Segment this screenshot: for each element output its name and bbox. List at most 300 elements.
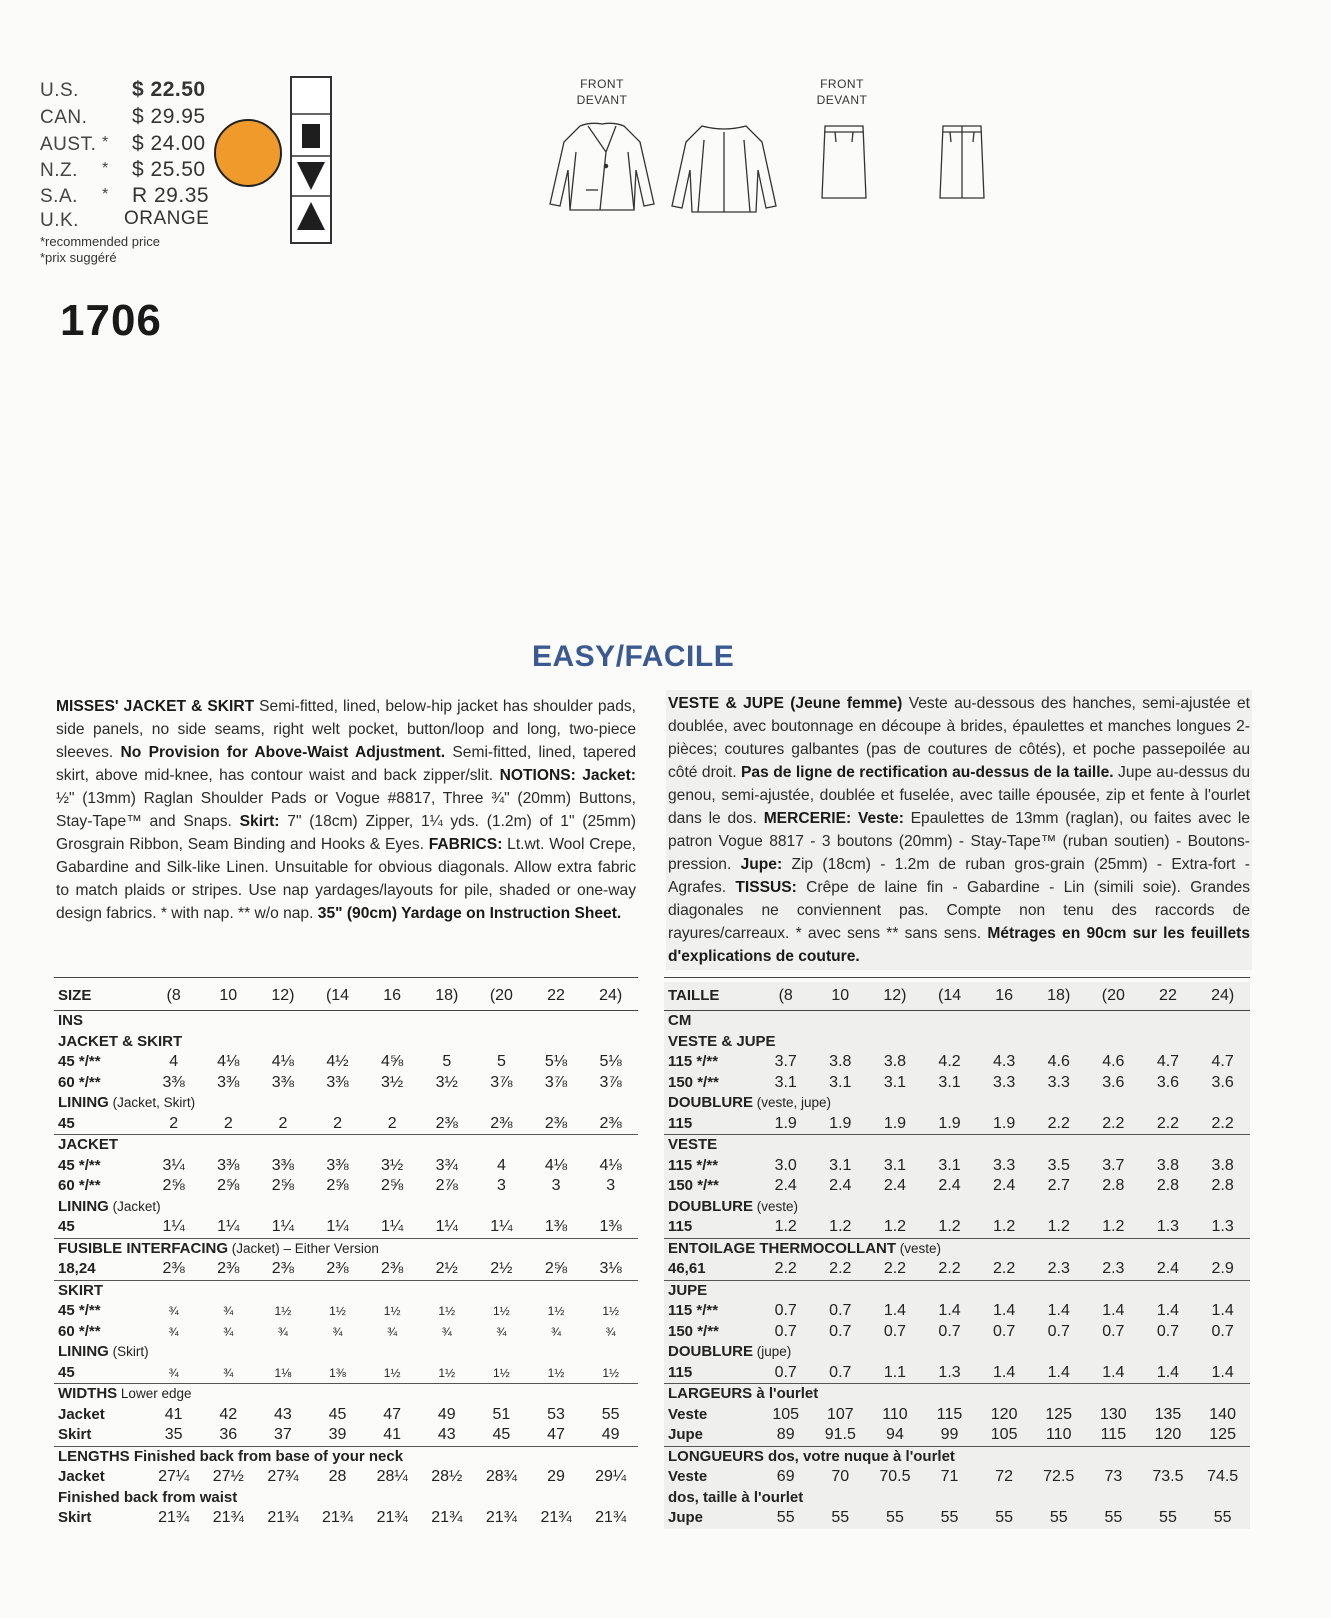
- section-heading-row: [54, 1011, 638, 1032]
- table-cell: 3.1: [883, 1156, 907, 1174]
- table-cell: 2: [278, 1114, 288, 1132]
- table-row: [664, 1425, 1250, 1446]
- table-cell: 28¼: [376, 1468, 408, 1485]
- table-cell: 2½: [435, 1260, 458, 1277]
- row-label: 115: [668, 1363, 693, 1381]
- table-cell: 1.4: [1047, 1302, 1070, 1319]
- table-cell: 21¾: [540, 1509, 572, 1526]
- section-heading: [664, 1488, 1250, 1509]
- table-cell: 27¾: [267, 1468, 299, 1485]
- table-cell: 2.2: [938, 1260, 961, 1277]
- table-cell: ¾: [277, 1324, 288, 1339]
- table-row: [54, 1425, 638, 1446]
- table-cell: 21¾: [321, 1509, 354, 1526]
- table-cell: 105: [772, 1405, 800, 1423]
- table-cell: 1¼: [326, 1218, 349, 1235]
- section-heading-row: [664, 1135, 1250, 1156]
- table-cell: 55: [776, 1509, 795, 1526]
- section-heading-label: CM: [668, 1012, 692, 1029]
- table-cell: 3.7: [1102, 1156, 1125, 1174]
- table-cell: 3: [496, 1177, 506, 1194]
- section-heading: [664, 1032, 1250, 1053]
- price-label-us: U.S.: [40, 80, 79, 101]
- section-heading: [664, 1280, 1250, 1301]
- table-cell: 1.4: [992, 1363, 1016, 1381]
- table-cell: 2.3: [1102, 1260, 1125, 1277]
- table-cell: 72: [995, 1468, 1014, 1485]
- table-cell: 0.7: [1047, 1322, 1070, 1340]
- table-cell: 2: [387, 1114, 397, 1132]
- table-cell: 1¼: [271, 1218, 295, 1235]
- jacket-view-label: [570, 76, 634, 108]
- table-cell: 3⅜: [162, 1073, 185, 1091]
- table-cell: 2.4: [938, 1177, 961, 1194]
- row-label: 150 */**: [668, 1177, 719, 1194]
- skirt-back-sketch: [940, 126, 984, 198]
- table-cell: 1¼: [381, 1218, 404, 1235]
- desc-en-bold5: 35" (90cm) Yardage on Instruction Sheet.: [317, 905, 622, 922]
- table-cell: 69: [776, 1468, 795, 1485]
- description-english: [56, 695, 636, 925]
- table-cell: 21¾: [595, 1509, 627, 1526]
- table-cell: 115: [1100, 1426, 1127, 1443]
- table-cell: 3.6: [1211, 1073, 1234, 1091]
- table-cell: ¾: [605, 1324, 616, 1339]
- table-cell: 2⅜: [435, 1114, 458, 1132]
- table-cell: 2⅜: [326, 1260, 349, 1277]
- table-cell: 3.8: [1156, 1156, 1180, 1174]
- skirt-view-label: [810, 76, 874, 108]
- prix-suggere-note: *prix suggéré: [40, 250, 117, 265]
- table-cell: 2.2: [1102, 1114, 1125, 1132]
- table-cell: 0.7: [829, 1302, 852, 1319]
- table-cell: 70.5: [879, 1468, 911, 1485]
- desc-en-bold1: No Provision for Above-Waist Adjustment.: [120, 744, 446, 761]
- table-cell: 21¾: [485, 1509, 517, 1526]
- table-cell: 2⅜: [490, 1114, 513, 1132]
- section-heading: [664, 1135, 1250, 1156]
- table-cell: 2⅝: [326, 1177, 349, 1194]
- table-cell: 1.4: [1211, 1302, 1234, 1319]
- table-cell: 130: [1099, 1405, 1127, 1423]
- table-cell: 105: [990, 1426, 1018, 1443]
- easy-facile-label: EASY/FACILE: [532, 640, 735, 673]
- table-cell: 4.7: [1211, 1053, 1234, 1070]
- section-heading-label: DOUBLURE: [668, 1197, 753, 1215]
- desc-en-bold4: FABRICS:: [428, 836, 503, 853]
- row-label: 60 */**: [58, 1322, 101, 1340]
- table-cell: 3.6: [1156, 1073, 1180, 1091]
- table-cell: 3¾: [435, 1156, 458, 1174]
- table-cell: 3¼: [162, 1156, 185, 1174]
- table-cell: 1.2: [992, 1218, 1016, 1235]
- desc-fr-text2: Jupe au-dessus du genou, semi-ajustée, doublée et fuselée, avec taille épousée, zip et fente à l'ourlet dans le dos.: [668, 764, 1250, 827]
- table-cell: 2⅝: [162, 1177, 185, 1194]
- section-heading-row: [664, 1238, 1250, 1259]
- table-cell: 2.2: [1156, 1114, 1180, 1132]
- table-cell: 1½: [383, 1304, 401, 1318]
- table-cell: 1⅜: [599, 1218, 622, 1235]
- table-cell: 2⅝: [217, 1177, 240, 1194]
- section-heading-label: DOUBLURE: [668, 1094, 753, 1111]
- table-cell: 70: [831, 1468, 850, 1485]
- table-cell: 21¾: [376, 1509, 408, 1526]
- section-heading-row: [664, 1384, 1250, 1405]
- table-cell: 0.7: [774, 1363, 797, 1381]
- row-label: 150 */**: [668, 1322, 719, 1340]
- desc-fr-bold5: Métrages en 90cm sur les feuillets d'explications de couture.: [668, 925, 1250, 965]
- table-cell: 1¼: [217, 1218, 240, 1235]
- table-row: [664, 1217, 1250, 1238]
- table-cell: 1½: [547, 1304, 565, 1318]
- price-value-aust: $ 24.00: [132, 132, 206, 155]
- desc-en-text1: Semi-fitted, lined, below-hip jacket has shoulder pads, side panels, no side seams, right welt pocket, button/loop and long, two-piece sleeves.: [56, 698, 636, 761]
- table-cell: 1.4: [992, 1302, 1016, 1319]
- table-cell: 55: [940, 1509, 959, 1526]
- price-value-uk: ORANGE: [124, 208, 210, 229]
- table-cell: 91.5: [824, 1426, 856, 1443]
- table-cell: 2.2: [1047, 1114, 1070, 1132]
- size-header-row: [54, 982, 638, 1011]
- table-row: [54, 1176, 638, 1197]
- table-cell: ¾: [223, 1304, 234, 1318]
- table-cell: 2⅜: [217, 1260, 240, 1277]
- table-cell: 3.5: [1047, 1156, 1070, 1174]
- table-cell: 125: [1209, 1426, 1236, 1443]
- desc-fr-title: VESTE & JUPE (Jeune femme): [668, 695, 903, 712]
- english-table-top-rule: [54, 977, 638, 978]
- desc-fr-bold4: TISSUS:: [735, 879, 797, 896]
- section-heading-row: [54, 1446, 638, 1467]
- section-heading-note: (Jacket) – Either Version: [228, 1240, 379, 1256]
- table-cell: 135: [1154, 1405, 1182, 1423]
- section-heading-row: [54, 1197, 638, 1218]
- table-row: [54, 1508, 638, 1529]
- section-heading: [54, 1032, 638, 1053]
- table-cell: ¾: [223, 1324, 234, 1339]
- table-cell: 3⅞: [544, 1073, 568, 1091]
- table-cell: 0.7: [883, 1322, 907, 1340]
- table-cell: 3.1: [938, 1156, 961, 1174]
- row-label: Jupe: [668, 1509, 704, 1526]
- table-cell: 1.1: [883, 1363, 907, 1381]
- section-heading: [664, 1342, 1250, 1363]
- table-cell: 4.6: [1047, 1053, 1070, 1070]
- size-header-cell: (14: [310, 982, 365, 1011]
- price-value-can: $ 29.95: [132, 105, 206, 128]
- row-label: Jupe: [668, 1426, 704, 1443]
- table-cell: 43: [273, 1405, 292, 1423]
- table-cell: 0.7: [1211, 1322, 1234, 1340]
- section-heading-row: [54, 1384, 638, 1405]
- table-cell: ¾: [441, 1324, 452, 1339]
- french-table-top-rule: [664, 977, 1250, 978]
- table-cell: ¾: [168, 1324, 179, 1339]
- section-heading-row: [664, 1093, 1250, 1114]
- size-header-cell: 10: [813, 982, 868, 1011]
- section-heading: [54, 1238, 638, 1259]
- table-cell: 1½: [274, 1304, 292, 1318]
- section-heading-label: ENTOILAGE THERMOCOLLANT: [668, 1239, 897, 1257]
- table-cell: 3.8: [1211, 1156, 1234, 1174]
- table-cell: 2.2: [883, 1260, 907, 1277]
- section-heading-label: VESTE & JUPE: [668, 1032, 776, 1050]
- table-cell: 110: [882, 1405, 908, 1423]
- table-cell: 0.7: [1102, 1322, 1125, 1340]
- desc-en-bold3: Skirt:: [239, 813, 280, 830]
- table-cell: ¾: [496, 1324, 507, 1339]
- table-cell: 3.3: [992, 1073, 1016, 1091]
- price-label-uk: U.K.: [40, 210, 79, 231]
- table-row: [54, 1259, 638, 1280]
- table-cell: ¾: [223, 1365, 234, 1380]
- table-cell: 41: [164, 1405, 183, 1423]
- table-cell: 73.5: [1152, 1468, 1184, 1485]
- table-row: [54, 1405, 638, 1426]
- table-cell: 1¼: [162, 1218, 185, 1235]
- section-heading: [664, 1446, 1250, 1467]
- table-row: [664, 1508, 1250, 1529]
- table-row: [664, 1363, 1250, 1384]
- section-heading: [664, 1384, 1250, 1405]
- table-cell: ¾: [387, 1324, 398, 1339]
- desc-fr-bold3: Jupe:: [740, 856, 783, 873]
- table-cell: 1½: [547, 1365, 565, 1380]
- section-heading-note: Lower edge: [117, 1386, 192, 1401]
- skirt-view-label-line2: DEVANT: [816, 93, 868, 107]
- table-cell: 53: [547, 1405, 565, 1423]
- desc-en-bold2: NOTIONS: Jacket:: [499, 767, 636, 784]
- section-heading-label: WIDTHS: [58, 1385, 118, 1402]
- table-cell: 28½: [431, 1468, 463, 1485]
- table-row: [664, 1405, 1250, 1426]
- table-cell: 1.9: [938, 1114, 961, 1132]
- section-heading-note: (veste): [896, 1240, 942, 1256]
- desc-en-text5: Lt.wt. Wool Crepe, Gabardine and Silk-like Linen. Unsuitable for obvious diagonals. Allow extra fabric to match plaids or stripes. Use nap yardages/layouts for pile, shaded or one-way design fabrics. * with nap. ** w/o nap.: [56, 836, 637, 922]
- section-heading-row: [664, 1280, 1250, 1301]
- garment-sketches: [540, 112, 1000, 222]
- description-french: [666, 690, 1252, 970]
- table-cell: 29¼: [595, 1468, 627, 1485]
- section-heading-label: LINING: [58, 1197, 109, 1215]
- section-heading-note: (Jacket, Skirt): [108, 1095, 196, 1110]
- size-header-cell: 22: [1141, 982, 1196, 1011]
- table-cell: 3.1: [774, 1073, 797, 1091]
- section-heading-note: (veste): [753, 1198, 799, 1214]
- table-cell: 3½: [381, 1073, 404, 1091]
- row-label: 45: [58, 1218, 75, 1235]
- table-cell: 3⅜: [271, 1073, 295, 1091]
- desc-fr-text1: Veste au-dessous des hanches, semi-ajustée et doublée, avec boutonnage en découpe à brides, épaulettes et manches longues 2-pièces; coutures galbantes (pas de coutures de côtés), et poche passepoilée au côté droit.: [668, 695, 1250, 781]
- symbol-box: [290, 76, 332, 244]
- table-cell: 3.7: [774, 1053, 797, 1070]
- table-cell: 4½: [326, 1053, 349, 1070]
- table-cell: 3⅜: [271, 1156, 295, 1174]
- table-cell: 29: [547, 1468, 565, 1485]
- table-row: [664, 1114, 1250, 1135]
- table-cell: 2⅜: [271, 1260, 295, 1277]
- price-value-nz: $ 25.50: [132, 158, 206, 181]
- table-cell: 21¾: [158, 1509, 190, 1526]
- table-cell: ¾: [168, 1304, 179, 1318]
- row-label: 45: [58, 1363, 75, 1381]
- row-label: 115 */**: [668, 1156, 719, 1174]
- table-cell: 1¼: [435, 1218, 458, 1235]
- table-cell: 4⅛: [217, 1053, 240, 1070]
- row-label: 45 */**: [58, 1053, 101, 1070]
- table-row: [664, 1467, 1250, 1488]
- table-cell: 39: [328, 1426, 347, 1443]
- table-cell: 1½: [329, 1304, 346, 1318]
- table-cell: 2.7: [1047, 1177, 1070, 1194]
- table-cell: 2⅜: [162, 1260, 185, 1277]
- table-cell: 0.7: [774, 1322, 797, 1340]
- section-heading-label: dos, taille à l'ourlet: [668, 1488, 804, 1506]
- section-heading-note: (Skirt): [108, 1344, 149, 1359]
- table-cell: 1⅜: [329, 1365, 346, 1380]
- table-cell: 3.1: [829, 1156, 852, 1174]
- desc-en-title: MISSES' JACKET & SKIRT: [56, 698, 255, 715]
- table-cell: 3: [606, 1177, 616, 1194]
- price-label-can: CAN.: [40, 107, 88, 128]
- table-cell: 3.6: [1102, 1073, 1125, 1091]
- table-cell: 2.8: [1156, 1177, 1180, 1194]
- price-star-nz: *: [102, 160, 109, 177]
- table-cell: 42: [219, 1405, 238, 1423]
- table-cell: 28¾: [485, 1468, 517, 1485]
- table-cell: 1.4: [1047, 1363, 1070, 1381]
- jacket-view-label-line2: DEVANT: [576, 93, 628, 107]
- table-cell: 3½: [435, 1073, 458, 1091]
- price-label-nz: N.Z.: [40, 160, 78, 181]
- skirt-front-sketch: [822, 126, 866, 198]
- table-cell: 71: [940, 1468, 959, 1485]
- row-label: Veste: [668, 1468, 708, 1485]
- table-cell: 2.4: [1156, 1260, 1180, 1277]
- table-cell: 36: [219, 1426, 238, 1443]
- section-heading-row: [664, 1197, 1250, 1218]
- section-heading-label: LONGUEURS dos, votre nuque à l'ourlet: [668, 1447, 955, 1465]
- table-cell: 1.2: [883, 1218, 907, 1235]
- table-cell: 21¾: [212, 1509, 244, 1526]
- table-cell: 1½: [383, 1365, 401, 1380]
- table-row: [54, 1156, 638, 1177]
- desc-fr-text5: Crêpe de laine fin - Gabardine - Lin (simili soie). Grandes diagonales ne conviennent pas. Compte non tenu des raccords de rayures/carreaux. * avec sens ** sans sens.: [668, 879, 1251, 942]
- size-header-cell: 22: [529, 982, 584, 1011]
- table-cell: 1.4: [1211, 1363, 1234, 1381]
- table-cell: 2: [169, 1114, 179, 1132]
- size-header-cell: 24): [1195, 982, 1250, 1011]
- table-cell: 3⅜: [326, 1156, 349, 1174]
- table-cell: 1½: [602, 1304, 619, 1318]
- table-row: [54, 1217, 638, 1238]
- table-cell: 3.3: [1047, 1073, 1070, 1091]
- section-heading-row: [54, 1032, 638, 1053]
- table-cell: 89: [776, 1426, 795, 1443]
- size-header-cell: (8: [146, 982, 201, 1011]
- size-header-cell: (14: [922, 982, 977, 1011]
- section-heading-label: SKIRT: [58, 1281, 103, 1299]
- table-cell: 1.2: [938, 1218, 961, 1235]
- table-row: [664, 1052, 1250, 1073]
- row-label: 150 */**: [668, 1073, 719, 1091]
- section-heading: [664, 1197, 1250, 1218]
- table-cell: 3.1: [829, 1073, 852, 1091]
- size-header-cell: (20: [474, 982, 529, 1011]
- table-cell: 1.3: [1156, 1218, 1180, 1235]
- table-cell: 1⅜: [544, 1218, 568, 1235]
- table-cell: 2⅝: [271, 1177, 295, 1194]
- table-cell: 55: [886, 1509, 904, 1526]
- section-heading-row: [54, 1135, 638, 1156]
- table-row: [54, 1052, 638, 1073]
- size-header-cell: 12): [256, 982, 311, 1011]
- table-cell: 72.5: [1043, 1468, 1075, 1485]
- row-label: 45 */**: [58, 1302, 101, 1319]
- row-label: Veste: [668, 1405, 708, 1423]
- section-heading-label: JUPE: [668, 1281, 708, 1299]
- table-cell: 55: [831, 1509, 850, 1526]
- table-cell: 3⅞: [490, 1073, 513, 1091]
- table-cell: ¾: [332, 1324, 343, 1339]
- size-header-cell: 18): [1031, 982, 1086, 1011]
- table-cell: 3½: [381, 1156, 404, 1174]
- section-heading-label: INS: [58, 1012, 84, 1029]
- table-cell: 1.4: [1102, 1363, 1125, 1381]
- table-row: [54, 1073, 638, 1094]
- table-cell: 3⅜: [217, 1156, 240, 1174]
- section-heading-note: (veste, jupe): [753, 1095, 832, 1110]
- table-cell: 2.2: [992, 1260, 1016, 1277]
- table-cell: 2.4: [829, 1177, 852, 1194]
- size-header-label: TAILLE: [664, 982, 758, 1011]
- table-cell: 2.8: [1102, 1177, 1125, 1194]
- yardage-table-english: [54, 982, 638, 1529]
- orange-color-dot: [214, 119, 282, 187]
- table-cell: 4⅛: [271, 1053, 295, 1070]
- table-cell: 1½: [493, 1365, 510, 1380]
- jacket-back-sketch: [672, 126, 776, 212]
- table-cell: 107: [826, 1405, 854, 1423]
- section-heading-label: VESTE: [668, 1136, 718, 1153]
- table-cell: 1½: [438, 1304, 456, 1318]
- section-heading-row: [54, 1342, 638, 1363]
- table-cell: 3: [551, 1177, 561, 1194]
- table-row: [54, 1301, 638, 1322]
- table-cell: 41: [383, 1426, 402, 1443]
- table-cell: 35: [164, 1426, 183, 1443]
- size-header-cell: 10: [201, 982, 256, 1011]
- section-heading-row: [664, 1011, 1250, 1032]
- desc-fr-text4: Zip (18cm) - 1.2m de ruban gros-grain (25mm) - Extra-fort - Agrafes.: [668, 856, 1250, 896]
- section-heading-row: [664, 1446, 1250, 1467]
- section-heading-label: LENGTHS Finished back from base of your neck: [58, 1447, 404, 1465]
- table-cell: 3.8: [883, 1053, 907, 1070]
- table-cell: 2.4: [992, 1177, 1016, 1194]
- table-cell: 1.4: [1102, 1302, 1125, 1319]
- triangle-down-icon: [297, 162, 325, 190]
- table-row: [664, 1259, 1250, 1280]
- table-cell: 1.2: [774, 1218, 797, 1235]
- size-header-cell: 16: [365, 982, 420, 1011]
- table-cell: 4: [169, 1053, 179, 1070]
- table-cell: 5: [442, 1053, 452, 1070]
- table-cell: 0.7: [774, 1302, 797, 1319]
- table-cell: 28: [328, 1468, 347, 1485]
- row-label: 45 */**: [58, 1156, 101, 1174]
- table-row: [664, 1322, 1250, 1343]
- table-row: [54, 1363, 638, 1384]
